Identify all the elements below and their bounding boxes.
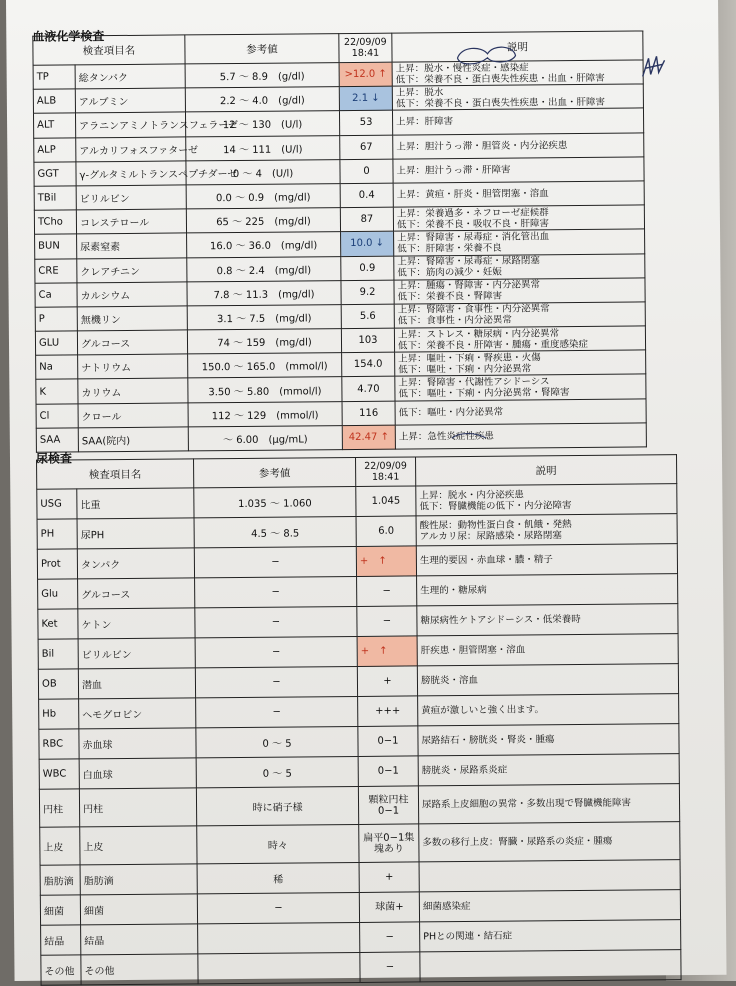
reference-range: −: [197, 892, 359, 923]
result-value: −: [360, 922, 420, 953]
urine-date-header: [356, 457, 416, 487]
test-name: ナトリウム: [78, 354, 188, 379]
reference-range: 65 〜 225 (mg/dl): [186, 208, 340, 234]
test-code: Bil: [38, 639, 78, 669]
explanation: 上昇：腎障害・代謝性アシドーシス 低下：嘔吐・下痢・内分泌異常・腎障害: [395, 374, 646, 400]
test-code: P: [35, 307, 77, 332]
result-value: 0−1: [358, 726, 418, 757]
explanation: 上昇：栄養過多・ネフローゼ症候群 低下：栄養不良・吸収不良・肝障害: [393, 205, 644, 231]
result-value: −: [360, 952, 420, 983]
test-code: TBil: [34, 186, 76, 211]
test-code: SAA: [36, 428, 78, 453]
result-value: +++: [358, 696, 418, 727]
test-name: コレステロール: [76, 209, 186, 234]
explanation: 酸性尿：動物性蛋白食・飢餓・発熱 アルカリ尿：尿路感染・尿路閉塞: [416, 514, 677, 546]
test-name: 結晶: [81, 924, 198, 955]
test-code: Glu: [38, 579, 78, 609]
reference-range: −: [196, 696, 358, 727]
test-code: ALP: [34, 137, 76, 162]
explanation: 膀胱炎・尿路系炎症: [418, 754, 679, 786]
explanation: 細菌感染症: [419, 890, 680, 922]
result-row: [39, 784, 679, 828]
reference-range: −: [195, 636, 357, 667]
test-name: 赤血球: [79, 728, 196, 759]
test-code: Na: [36, 355, 78, 380]
result-value: 顆粒円柱0−1: [358, 786, 418, 825]
result-value: 87: [340, 207, 393, 232]
test-name: タンパク: [77, 548, 194, 579]
result-value: 154.0: [342, 352, 395, 377]
reference-range: −: [195, 576, 357, 607]
description-header: 説明: [392, 31, 643, 62]
test-name: 細菌: [80, 894, 197, 925]
test-name: ケトン: [78, 608, 195, 639]
explanation: 上昇：肝障害: [392, 108, 643, 134]
reference-range: 16.0 〜 36.0 (mg/dl): [187, 232, 341, 258]
explanation: [420, 950, 681, 982]
test-code: GGT: [34, 162, 76, 187]
reference-range: [198, 922, 360, 953]
explanation: 上昇：黄疸・肝炎・胆管閉塞・溶血: [393, 181, 644, 207]
result-value: 4.70: [342, 377, 395, 402]
test-code: 細菌: [40, 895, 80, 925]
reference-range: −: [195, 606, 357, 637]
result-value: 1.045: [356, 486, 416, 517]
result-value: −: [357, 606, 417, 637]
result-value: 6.0: [356, 516, 416, 547]
test-name: 比重: [77, 488, 194, 519]
date-text: 22/09/09: [343, 36, 387, 49]
explanation: 上昇：腎障害・尿毒症・尿路閉塞 低下：筋肉の減少・妊娠: [394, 253, 645, 279]
date-header: [339, 33, 392, 62]
test-code: WBC: [39, 759, 79, 789]
lab-report-sheet: [6, 0, 727, 981]
test-name: その他: [81, 954, 198, 985]
result-value: 0.4: [340, 183, 393, 208]
explanation: 多数の移行上皮：腎臓・尿路系の炎症・腫瘍: [419, 822, 680, 862]
test-code: BUN: [35, 234, 77, 259]
test-name: 潜血: [78, 668, 195, 699]
reference-header: 参考値: [185, 34, 339, 64]
explanation: 尿路結石・膀胱炎・腎炎・腫瘍: [418, 724, 679, 756]
result-row: [41, 950, 681, 986]
blood-chemistry-table: [32, 30, 647, 452]
explanation: 上昇：嘔吐・下痢・腎疾患・火傷 低下：嘔吐・下痢・内分泌異常: [395, 350, 646, 376]
test-name: カリウム: [78, 378, 188, 403]
result-value: 53: [339, 111, 392, 136]
reference-range: 0 〜 5: [196, 726, 358, 757]
urine-reference-header: 参考値: [194, 457, 356, 487]
reference-range: 5.7 〜 8.9 (g/dl): [185, 63, 339, 89]
urine-section-title: 尿検査: [35, 451, 73, 466]
test-name: 上皮: [80, 826, 197, 865]
reference-range: 時に硝子様: [196, 786, 358, 825]
test-name: 総タンパク: [75, 64, 185, 89]
result-value: 0: [340, 159, 393, 184]
test-code: CRE: [35, 258, 77, 283]
reference-range: 12 〜 130 (U/l): [185, 111, 339, 137]
result-value: 67: [340, 135, 393, 160]
test-code: TP: [33, 65, 75, 90]
explanation: 生理的要因・赤血球・膿・精子: [416, 544, 677, 576]
test-name: カルシウム: [77, 282, 187, 307]
result-value: 10.0 ↓: [341, 231, 394, 256]
test-name: 脂肪滴: [80, 864, 197, 895]
explanation: 上昇：脱水・慢性炎症・感染症 低下：栄養不良・蛋白喪失性疾患・出血・肝障害: [392, 60, 643, 86]
test-code: 結晶: [41, 925, 81, 955]
explanation: PHとの関連・結石症: [420, 920, 681, 952]
reference-range: 14 〜 111 (U/l): [186, 135, 340, 161]
explanation: 肝疾患・胆管閉塞・溶血: [417, 634, 678, 666]
result-value: 42.47 ↑: [342, 425, 395, 450]
test-name: 無機リン: [77, 306, 187, 331]
reference-range: 4.5 〜 8.5: [194, 516, 356, 547]
test-code: TCho: [34, 210, 76, 235]
pen-circle-mark: [451, 44, 521, 69]
reference-range: −: [194, 546, 356, 577]
test-name: 尿PH: [77, 518, 194, 549]
blood-section-title: 血液化学検査: [32, 29, 105, 44]
result-row: [40, 822, 680, 866]
reference-range: 〜 6.00 (μg/mL): [188, 425, 342, 451]
test-name: ビリルビン: [78, 638, 195, 669]
test-code: RBC: [39, 729, 79, 759]
urinalysis-table: [36, 454, 682, 986]
explanation: 上昇：ストレス・糖尿病・内分泌異常 低下：栄養不良・肝障害・腫瘍・重度感染症: [394, 326, 645, 352]
result-value: +: [359, 862, 419, 893]
test-code: K: [36, 379, 78, 404]
test-name: 円柱: [79, 788, 196, 827]
test-name: ビリルビン: [76, 185, 186, 210]
test-name: アルブミン: [75, 88, 185, 113]
test-code: Cl: [36, 404, 78, 429]
explanation: 生理的・糖尿病: [417, 574, 678, 606]
explanation: 上昇：脱水 低下：栄養不良・蛋白喪失性疾患・出血・肝障害: [392, 84, 643, 110]
test-code: PH: [37, 519, 77, 549]
test-name: グルコース: [78, 578, 195, 609]
explanation: 上昇：腎障害・尿毒症・消化管出血 低下：肝障害・栄養不良: [394, 229, 645, 255]
reference-range: 0 〜 4 (U/l): [186, 159, 340, 185]
item-name-header: 検査項目名: [33, 35, 185, 65]
result-value: 球菌+: [359, 892, 419, 923]
explanation: 膀胱炎・溶血: [417, 664, 678, 696]
result-value: +: [357, 666, 417, 697]
test-name: 白血球: [79, 758, 196, 789]
explanation: 上昇：腫瘍・腎障害・内分泌異常 低下：栄養不良・腎障害: [394, 278, 645, 304]
explanation: 上昇：胆汁うっ滞・胆管炎・内分泌疾患: [393, 133, 644, 159]
result-row: [36, 423, 646, 453]
result-value: + ↑: [357, 636, 417, 667]
explanation: 低下：嘔吐・内分泌異常: [395, 399, 646, 425]
explanation: 上昇：脱水・内分泌疾患 低下：腎臓機能の低下・内分泌障害: [416, 484, 677, 516]
test-name: アラニンアミノトランスフェラーゼ: [75, 112, 185, 137]
test-code: GLU: [35, 331, 77, 356]
explanation: 尿路系上皮細胞の異常・多数出現で腎臓機能障害: [418, 784, 679, 824]
explanation: 上昇：胆汁うっ滞・肝障害: [393, 157, 644, 183]
result-value: >12.0 ↑: [339, 62, 392, 87]
explanation: 糖尿病性ケトアシドーシス・低栄養時: [417, 604, 678, 636]
result-value: 2.1 ↓: [339, 86, 392, 111]
test-code: OB: [38, 669, 78, 699]
test-name: グルコース: [77, 330, 187, 355]
pen-underline-mark: [450, 430, 490, 444]
test-name: γ-グルタミルトランスペプチダーゼ: [76, 161, 186, 186]
reference-range: 3.50 〜 5.80 (mmol/l): [188, 377, 342, 403]
result-value: 103: [341, 328, 394, 353]
result-value: 0.9: [341, 256, 394, 281]
test-code: Prot: [37, 549, 77, 579]
reference-range: 稀: [197, 862, 359, 893]
test-code: ALB: [33, 89, 75, 114]
test-code: 円柱: [39, 789, 79, 827]
reference-range: 3.1 〜 7.5 (mg/dl): [187, 304, 341, 330]
explanation: 上昇：腎障害・食事性・内分泌異常 低下：食事性・内分泌異常: [394, 302, 645, 328]
reference-range: 0.8 〜 2.4 (mg/dl): [187, 256, 341, 282]
urine-date-text: 22/09/09: [364, 460, 407, 472]
test-name: ヘモグロビン: [79, 698, 196, 729]
reference-range: 0.0 〜 0.9 (mg/dl): [186, 184, 340, 210]
result-value: −: [357, 576, 417, 607]
reference-range: 0 〜 5: [196, 756, 358, 787]
reference-range: [198, 952, 360, 983]
result-value: 扁平0−1集塊あり: [359, 824, 419, 863]
explanation: [419, 860, 680, 892]
test-code: Ca: [35, 283, 77, 308]
pen-scribble-mark: [638, 52, 668, 82]
test-code: その他: [41, 955, 81, 985]
urine-time-text: 18:41: [371, 471, 400, 483]
urine-description-header: 説明: [416, 455, 677, 486]
result-value: 5.6: [341, 304, 394, 329]
test-code: Ket: [38, 609, 78, 639]
result-value: + ↑: [356, 546, 416, 577]
reference-range: −: [195, 666, 357, 697]
reference-range: 2.2 〜 4.0 (g/dl): [185, 87, 339, 113]
test-name: クロール: [78, 403, 188, 428]
result-value: 116: [342, 401, 395, 426]
test-code: Hb: [39, 699, 79, 729]
result-value: 0−1: [358, 756, 418, 787]
test-name: クレアチニン: [77, 257, 187, 282]
test-code: ALT: [33, 113, 75, 138]
test-name: 尿素窒素: [77, 233, 187, 258]
reference-range: 7.8 〜 11.3 (mg/dl): [187, 280, 341, 306]
reference-range: 150.0 〜 165.0 (mmol/l): [188, 353, 342, 379]
urine-item-name-header: 検査項目名: [37, 459, 194, 489]
time-text: 18:41: [351, 47, 380, 59]
test-name: アルカリフォスファターゼ: [76, 136, 186, 161]
test-code: USG: [37, 489, 77, 519]
reference-range: 1.035 〜 1.060: [194, 486, 356, 517]
test-code: 上皮: [40, 827, 80, 865]
reference-range: 112 〜 129 (mmol/l): [188, 401, 342, 427]
explanation: 黄疸が激しいと強く出ます。: [418, 694, 679, 726]
test-name: SAA(院内): [78, 427, 188, 452]
test-code: 脂肪滴: [40, 865, 80, 895]
reference-range: 時々: [197, 824, 359, 863]
result-value: 9.2: [341, 280, 394, 305]
explanation: 上昇：急性炎症性疾患: [395, 423, 646, 449]
reference-range: 74 〜 159 (mg/dl): [187, 329, 341, 355]
